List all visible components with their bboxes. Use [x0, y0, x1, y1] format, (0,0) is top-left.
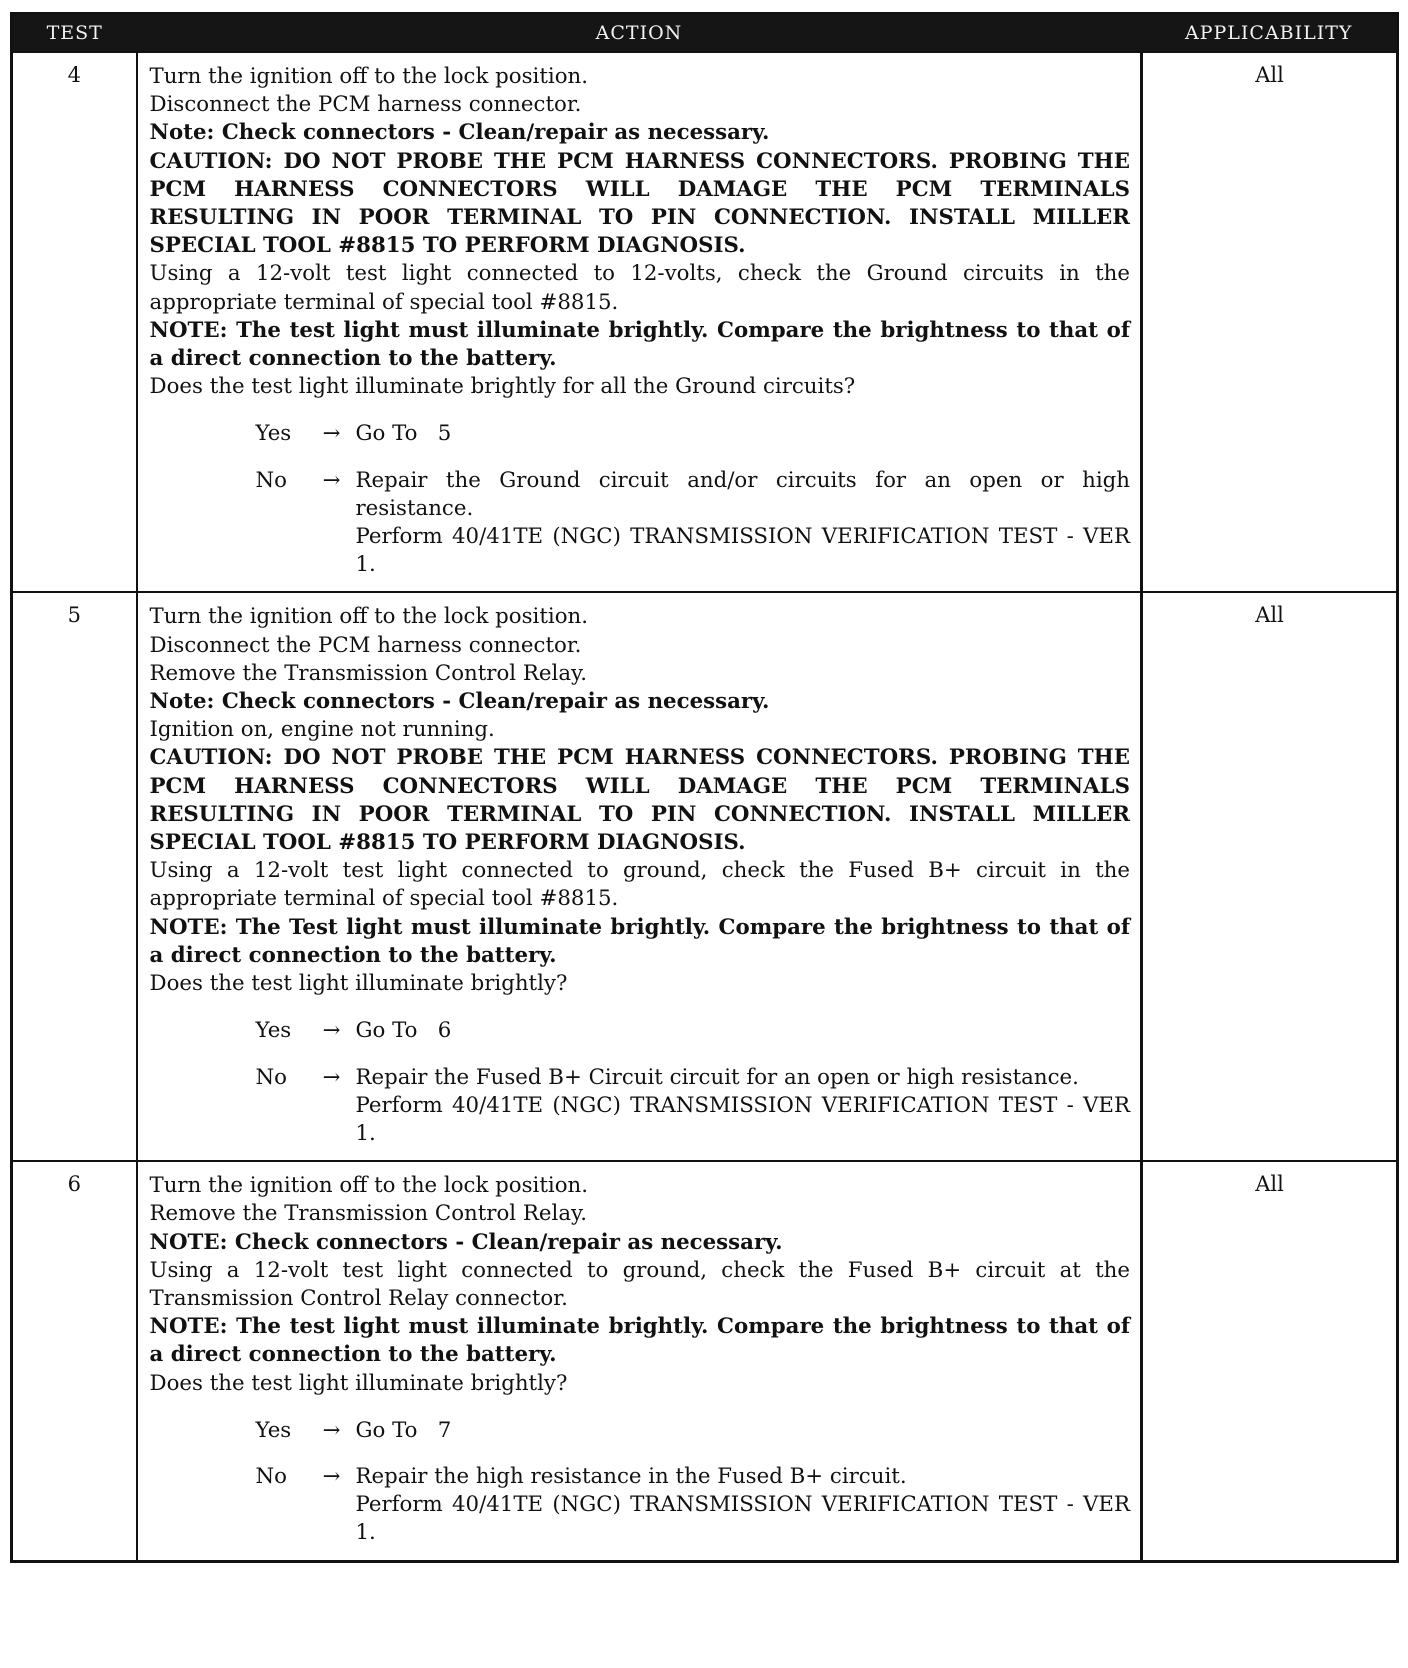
- applicability-value: All: [1142, 1161, 1398, 1561]
- verification-text: Perform 40/41TE (NGC) TRANSMISSION VERIFICATION TEST - VER 1.: [355, 524, 1130, 578]
- arrow-icon: →: [322, 1417, 341, 1443]
- action-line: Turn the ignition off to the lock position.: [149, 604, 589, 630]
- arrow-icon: →: [322, 467, 341, 493]
- caution-line: CAUTION: DO NOT PROBE THE PCM HARNESS CONNECTORS. PROBING THE PCM HARNESS CONNECTORS WILL DAMAGE THE PCM TERMINALS RESULTING IN POOR TERMINAL TO PIN CONNECTION. INSTALL MILLER SPECIAL TOOL #8815 TO PERFORM DIAGNOSIS.: [149, 745, 1130, 856]
- note-line: NOTE: The test light must illuminate brightly. Compare the brightness to that of a direct connection to the battery.: [149, 1314, 1130, 1368]
- no-label: No: [255, 1064, 287, 1090]
- verification-text: Perform 40/41TE (NGC) TRANSMISSION VERIFICATION TEST - VER 1.: [355, 1092, 1130, 1146]
- no-result: [356, 1463, 1131, 1548]
- question-line: Does the test light illuminate brightly for all the Ground circuits?: [149, 374, 856, 400]
- action-line: Disconnect the PCM harness connector.: [149, 92, 582, 118]
- action-cell: [137, 1161, 1142, 1561]
- yes-outcome: [150, 1017, 1131, 1045]
- no-outcome: [150, 467, 1131, 580]
- question-line: Does the test light illuminate brightly?: [149, 1370, 568, 1396]
- test-number: 4: [12, 52, 137, 592]
- no-outcome: [150, 1463, 1131, 1548]
- action-line: Using a 12-volt test light connected to ground, check the Fused B+ circuit in the appropriate terminal of special tool #8815.: [149, 858, 1130, 912]
- applicability-value: All: [1142, 52, 1398, 592]
- header-test: TEST: [12, 14, 137, 53]
- action-line: Turn the ignition off to the lock position.: [149, 1173, 589, 1199]
- table-header-row: [12, 14, 1398, 53]
- action-line: Disconnect the PCM harness connector.: [149, 632, 582, 658]
- action-line: Using a 12-volt test light connected to ground, check the Fused B+ circuit at the Transmission Control Relay connector.: [149, 1257, 1130, 1311]
- arrow-icon: →: [322, 1018, 341, 1044]
- verification-text: Perform 40/41TE (NGC) TRANSMISSION VERIFICATION TEST - VER 1.: [355, 1492, 1130, 1546]
- yes-result: Go To 5: [355, 421, 452, 447]
- action-cell: [137, 592, 1142, 1161]
- yes-result: Go To 7: [355, 1417, 452, 1443]
- no-label: No: [255, 1463, 287, 1489]
- caution-line: CAUTION: DO NOT PROBE THE PCM HARNESS CONNECTORS. PROBING THE PCM HARNESS CONNECTORS WILL DAMAGE THE PCM TERMINALS RESULTING IN POOR TERMINAL TO PIN CONNECTION. INSTALL MILLER SPECIAL TOOL #8815 TO PERFORM DIAGNOSIS.: [149, 148, 1130, 259]
- yes-outcome: [150, 1417, 1131, 1445]
- no-label: No: [255, 467, 287, 493]
- yes-outcome: [150, 420, 1131, 448]
- applicability-value: All: [1142, 592, 1398, 1161]
- yes-label: Yes: [255, 1018, 292, 1044]
- action-cell: [137, 52, 1142, 592]
- note-line: NOTE: Check connectors - Clean/repair as necessary.: [149, 1229, 783, 1255]
- no-outcome: [150, 1064, 1131, 1149]
- question-line: Does the test light illuminate brightly?: [149, 971, 568, 997]
- table-row: [12, 52, 1398, 592]
- diagnostic-test-table: [10, 12, 1399, 1563]
- arrow-icon: →: [322, 1463, 341, 1489]
- yes-label: Yes: [255, 421, 292, 447]
- no-result: [356, 467, 1131, 580]
- test-number: 5: [12, 592, 137, 1161]
- no-result-text: Repair the Fused B+ Circuit circuit for an open or high resistance.: [355, 1064, 1079, 1090]
- header-applicability: APPLICABILITY: [1142, 14, 1398, 53]
- note-line: NOTE: The test light must illuminate brightly. Compare the brightness to that of a direct connection to the battery.: [149, 317, 1130, 372]
- note-line: NOTE: The Test light must illuminate brightly. Compare the brightness to that of a direct connection to the battery.: [149, 914, 1130, 968]
- action-line: Remove the Transmission Control Relay.: [149, 660, 588, 686]
- action-line: Turn the ignition off to the lock position.: [149, 64, 589, 89]
- header-action: ACTION: [137, 14, 1142, 53]
- yes-result: Go To 6: [355, 1018, 452, 1044]
- note-line: Note: Check connectors - Clean/repair as necessary.: [149, 689, 770, 715]
- yes-label: Yes: [255, 1417, 292, 1443]
- action-line: Using a 12-volt test light connected to 12-volts, check the Ground circuits in the appropriate terminal of special tool #8815.: [149, 261, 1130, 315]
- arrow-icon: →: [322, 421, 341, 447]
- note-line: Note: Check connectors - Clean/repair as necessary.: [149, 120, 770, 146]
- table-row: [12, 592, 1398, 1161]
- test-number: 6: [12, 1161, 137, 1561]
- arrow-icon: →: [322, 1064, 341, 1090]
- no-result-text: Repair the high resistance in the Fused B+ circuit.: [355, 1463, 907, 1489]
- action-line: Remove the Transmission Control Relay.: [149, 1201, 588, 1227]
- no-result-text: Repair the Ground circuit and/or circuits for an open or high resistance.: [355, 467, 1130, 521]
- action-line: Ignition on, engine not running.: [149, 717, 495, 743]
- table-row: [12, 1161, 1398, 1561]
- no-result: [356, 1064, 1131, 1149]
